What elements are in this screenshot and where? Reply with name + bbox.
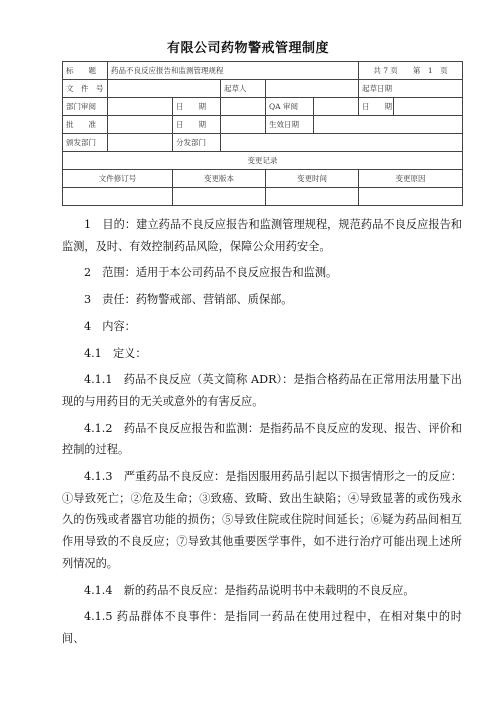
paragraph: 4.1 定义：	[84, 346, 147, 360]
change-col-version: 变更版本	[173, 170, 266, 188]
distribution-dept-value	[221, 134, 463, 152]
paragraph: 4.1.2 药品不良反应报告和监测：是指药品不良反应的发现、报告、评价和控制的过程。	[62, 421, 462, 457]
document-body	[62, 214, 462, 655]
change-col-reason: 变更原因	[359, 170, 463, 188]
date-value-3	[221, 116, 266, 134]
paragraph: 1 目的：建立药品不良反应报告和监测管理规程，规范药品不良反应报告和监测，及时、有效控制药品风险，保障公众用药安全。	[62, 218, 462, 253]
row-change-headers	[63, 170, 463, 188]
doc-no-label: 文 件 号	[63, 80, 108, 98]
change-cell	[63, 188, 173, 206]
date-label-3: 日 期	[173, 116, 221, 134]
change-col-revision: 文件修订号	[63, 170, 173, 188]
paragraph: 4.1.1 药品不良反应（英文简称 ADR）：是指合格药品在正常用法用量下出现的与用药目的无关或意外的有害反应。	[62, 373, 462, 408]
effective-date-label: 生效日期	[266, 116, 314, 134]
page-count: 共 7 页 第 1 页	[359, 62, 463, 80]
row-change-blank	[63, 188, 463, 206]
row-review	[63, 98, 463, 116]
change-col-time: 变更时间	[266, 170, 359, 188]
date-label-1: 日 期	[173, 98, 221, 116]
paragraph: 4.1.4 新的药品不良反应：是指药品说明书中未载明的不良反应。	[84, 583, 415, 597]
drafter-value	[266, 80, 359, 98]
issuing-dept-value	[108, 134, 173, 152]
paragraph: 3 责任：药物警戒部、营销部、质保部。	[84, 293, 293, 307]
row-dept	[63, 134, 463, 152]
row-docno	[63, 80, 463, 98]
qa-review-value	[314, 98, 359, 116]
date-value-1	[221, 98, 266, 116]
title-label: 标 题	[63, 62, 108, 80]
paragraph: 4.1.3 严重药品不良反应：是指因服用药品引起以下损害情形之一的反应：①导致死亡；②危及生命；③致癌、致畸、致出生缺陷；④导致显著的或伤残永久的伤残或者器官功能的损伤；⑤导致住院或住院时间延长；⑥疑为药品间相互作用导致的不良反应；⑦导致其他重要医学事件，如不进行治疗可能出现上述所列情况的。	[62, 470, 462, 570]
paragraph: 4.1.5 药品群体不良事件：是指同一药品在使用过程中，在相对集中的时间、	[62, 610, 462, 645]
change-cell	[266, 188, 359, 206]
issuing-dept-label: 颁发部门	[63, 134, 108, 152]
row-approve	[63, 116, 463, 134]
distribution-dept-label: 分发部门	[173, 134, 221, 152]
dept-review-label: 部门审阅	[63, 98, 108, 116]
document-control-table	[62, 61, 463, 206]
change-cell	[359, 188, 463, 206]
row-change-record	[63, 152, 463, 170]
paragraph: 4 内容：	[84, 319, 136, 333]
paragraph: 2 范围：适用于本公司药品不良反应报告和监测。	[84, 266, 338, 280]
approve-label: 批 准	[63, 116, 108, 134]
dept-review-value	[108, 98, 173, 116]
document-title: 有限公司药物警戒管理制度	[166, 41, 329, 56]
date-label-2: 日 期	[359, 98, 394, 116]
drafter-label: 起草人	[221, 80, 266, 98]
change-record-label: 变更记录	[63, 152, 463, 170]
effective-date-value	[314, 116, 463, 134]
title-value: 药品不良反应报告和监测管理规程	[108, 62, 359, 80]
qa-review-label: QA 审阅	[266, 98, 314, 116]
date-value-2	[394, 98, 463, 116]
change-cell	[173, 188, 266, 206]
approve-value	[108, 116, 173, 134]
row-title	[63, 62, 463, 80]
draft-date-label: 起草日期	[359, 80, 463, 98]
doc-no-value	[108, 80, 221, 98]
